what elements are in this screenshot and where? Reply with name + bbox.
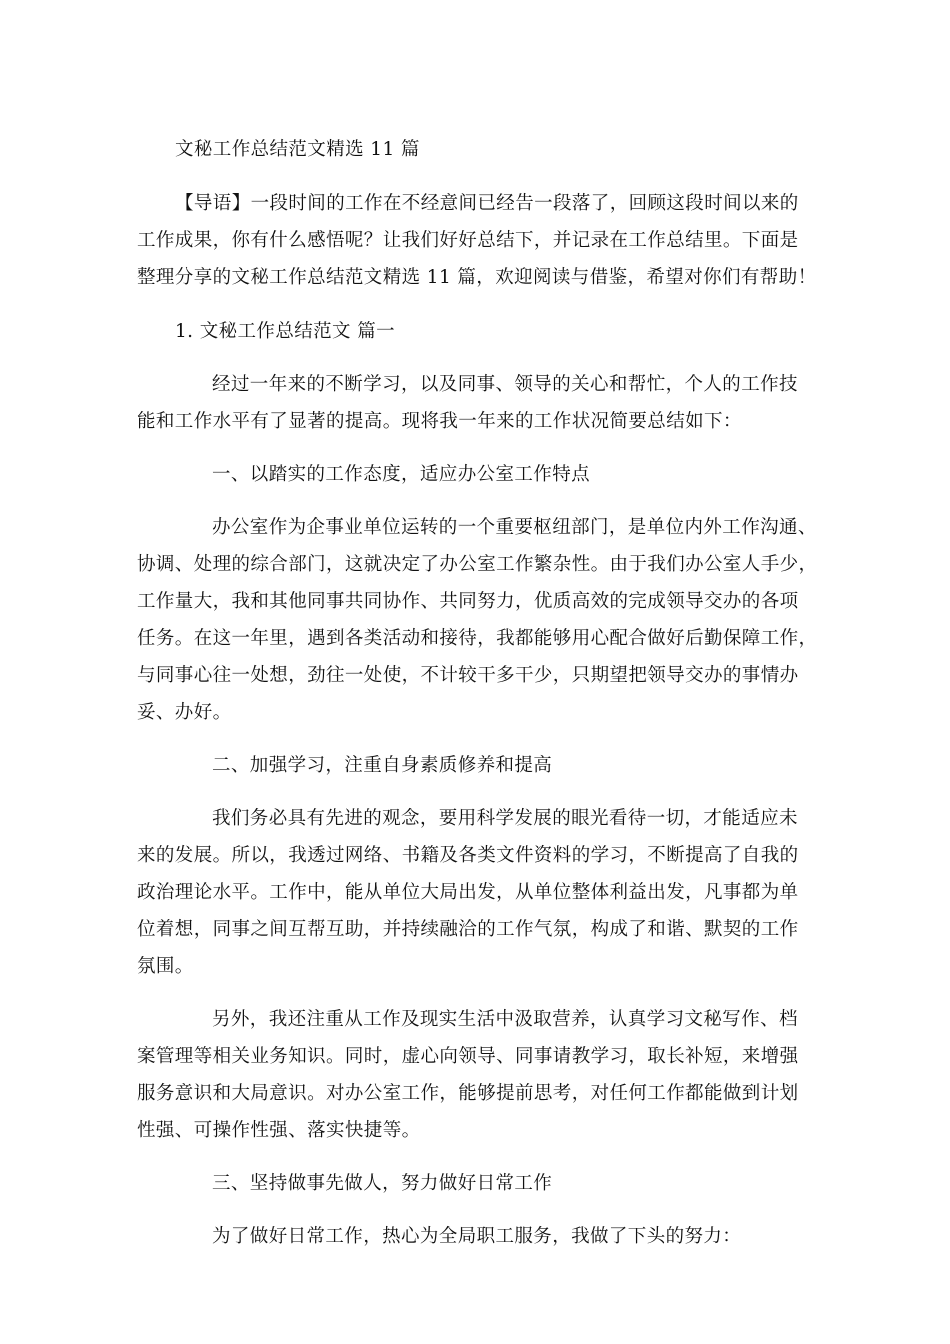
section-title: 1. 文秘工作总结范文 篇一 — [175, 321, 396, 342]
paragraph-line: 服务意识和大局意识。对办公室工作，能够提前思考，对任何工作都能做到计划 — [137, 1083, 799, 1104]
paragraph-line: 能和工作水平有了显著的提高。现将我一年来的工作状况简要总结如下： — [137, 411, 742, 432]
paragraph-line: 办公室作为企事业单位运转的一个重要枢纽部门，是单位内外工作沟通、 — [212, 517, 817, 538]
subheading: 三、坚持做事先做人，努力做好日常工作 — [212, 1173, 553, 1194]
paragraph-line: 为了做好日常工作，热心为全局职工服务，我做了下头的努力： — [212, 1226, 742, 1247]
subheading: 二、加强学习，注重自身素质修养和提高 — [212, 755, 553, 776]
paragraph-line: 经过一年来的不断学习，以及同事、领导的关心和帮忙，个人的工作技 — [212, 374, 798, 395]
paragraph-line: 我们务必具有先进的观念，要用科学发展的眼光看待一切，才能适应未 — [212, 808, 798, 829]
paragraph-line: 来的发展。所以，我透过网络、书籍及各类文件资料的学习，不断提高了自我的 — [137, 845, 799, 866]
paragraph-line: 性强、可操作性强、落实快捷等。 — [137, 1120, 421, 1141]
document-title: 文秘工作总结范文精选 11 篇 — [175, 139, 420, 160]
paragraph-line: 案管理等相关业务知识。同时，虚心向领导、同事请教学习，取长补短，来增强 — [137, 1046, 799, 1067]
paragraph-line: 工作量大，我和其他同事共同协作、共同努力，优质高效的完成领导交办的各项 — [137, 591, 799, 612]
intro-line: 【导语】一段时间的工作在不经意间已经告一段落了，回顾这段时间以来的 — [175, 193, 799, 214]
paragraph-line: 另外，我还注重从工作及现实生活中汲取营养，认真学习文秘写作、档 — [212, 1009, 798, 1030]
paragraph-line: 妥、办好。 — [137, 702, 232, 723]
paragraph-line: 位着想，同事之间互帮互助，并持续融洽的工作气氛，构成了和谐、默契的工作 — [137, 919, 799, 940]
paragraph-line: 与同事心往一处想，劲往一处使，不计较干多干少，只期望把领导交办的事情办 — [137, 665, 799, 686]
intro-line: 整理分享的文秘工作总结范文精选 11 篇，欢迎阅读与借鉴，希望对你们有帮助！ — [137, 267, 817, 288]
paragraph-line: 氛围。 — [137, 956, 194, 977]
intro-line: 工作成果，你有什么感悟呢？让我们好好总结下，并记录在工作总结里。下面是 — [137, 230, 799, 251]
paragraph-line: 任务。在这一年里，遇到各类活动和接待，我都能够用心配合做好后勤保障工作， — [137, 628, 818, 649]
paragraph-line: 协调、处理的综合部门，这就决定了办公室工作繁杂性。由于我们办公室人手少， — [137, 554, 818, 575]
paragraph-line: 政治理论水平。工作中，能从单位大局出发，从单位整体利益出发，凡事都为单 — [137, 882, 799, 903]
subheading: 一、以踏实的工作态度，适应办公室工作特点 — [212, 464, 591, 485]
